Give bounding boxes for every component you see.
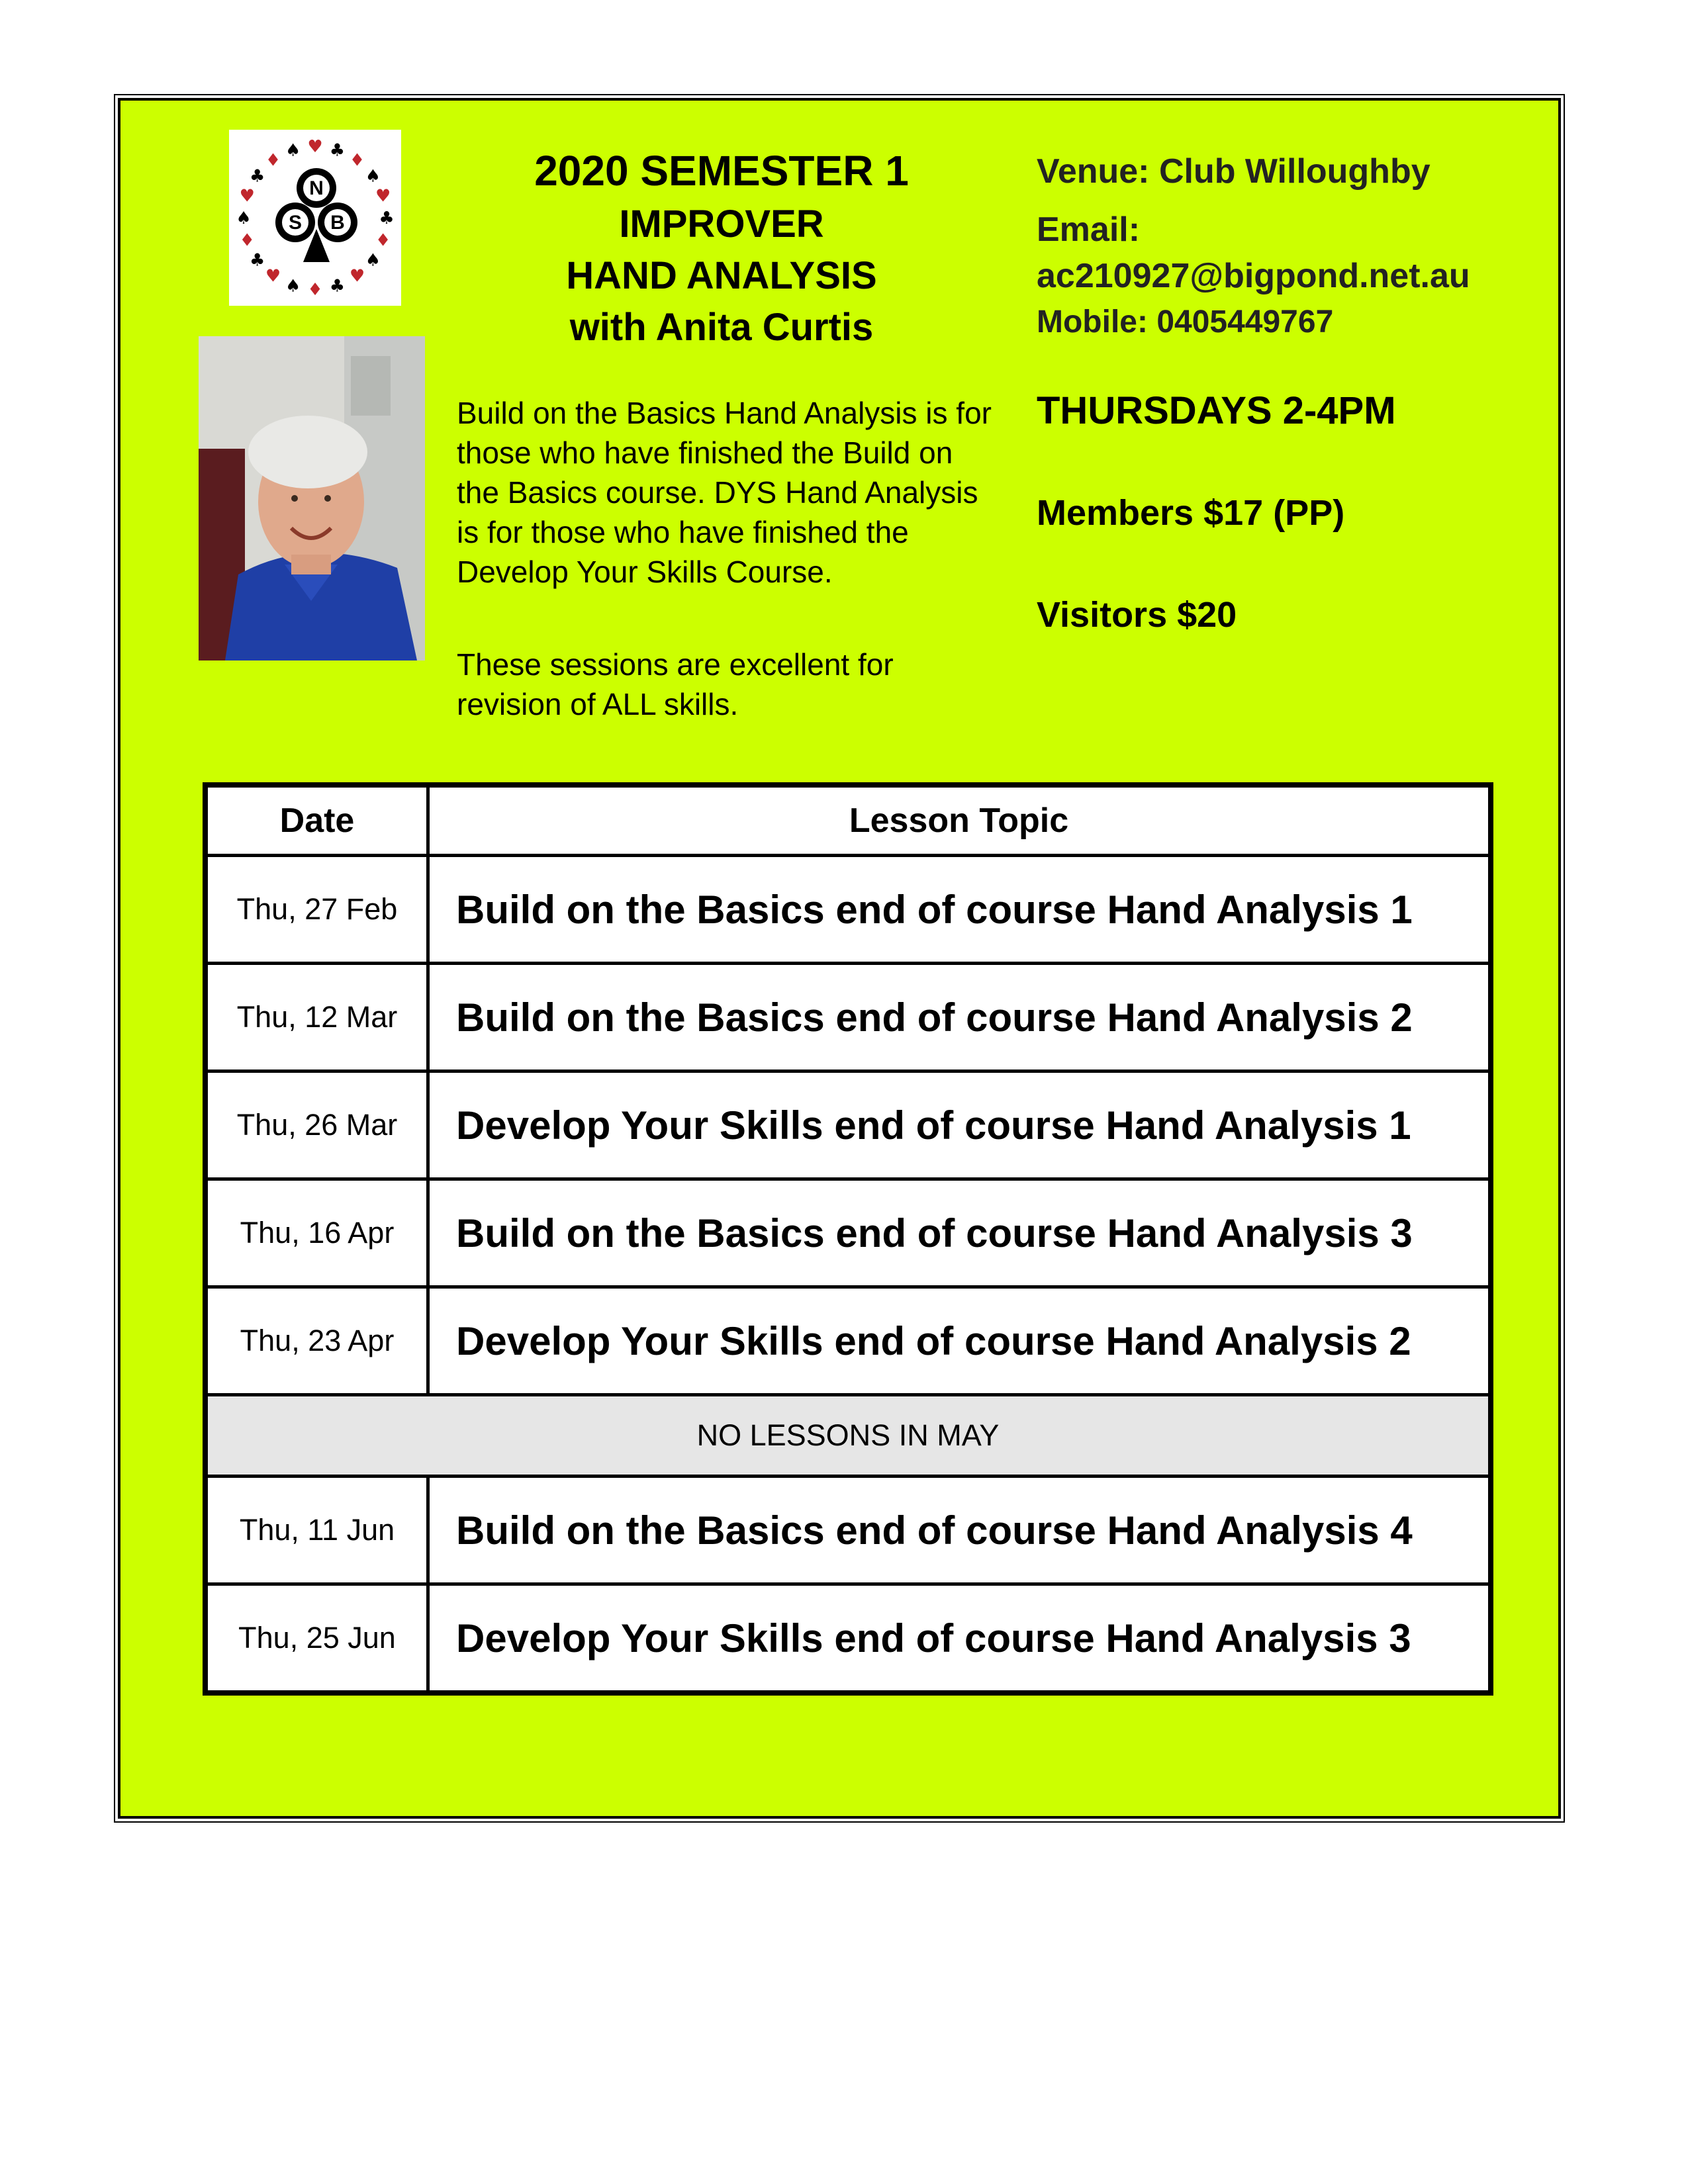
- suit-icon: ♣: [249, 166, 265, 187]
- suit-icon: ♠: [285, 140, 301, 161]
- club-logo: [229, 130, 401, 306]
- members-price: Members $17 (PP): [1037, 493, 1345, 533]
- topic-header: Lesson Topic: [428, 785, 1491, 856]
- lesson-topic: Develop Your Skills end of course Hand Analysis 1: [428, 1071, 1491, 1179]
- suit-icon: ♦: [265, 150, 281, 171]
- suit-icon: ♣: [329, 140, 346, 161]
- lesson-topic: Build on the Basics end of course Hand Analysis 2: [428, 964, 1491, 1071]
- suit-icon: ♦: [349, 150, 365, 171]
- suit-icon: ♥: [349, 266, 365, 287]
- table-row: [205, 1179, 1491, 1287]
- suit-icon: ♦: [375, 230, 391, 251]
- schedule-days: THURSDAYS 2-4PM: [1037, 389, 1396, 432]
- lesson-topic: Develop Your Skills end of course Hand Analysis 2: [428, 1287, 1491, 1395]
- semester-title: 2020 SEMESTER 1: [534, 147, 909, 195]
- lesson-date: Thu, 11 Jun: [205, 1477, 428, 1584]
- venue: Venue: Club Willoughby: [1037, 152, 1430, 191]
- mobile-number: Mobile: 0405449767: [1037, 304, 1334, 340]
- table-header-row: [205, 785, 1491, 856]
- lesson-date: Thu, 27 Feb: [205, 856, 428, 964]
- table-row: [205, 1287, 1491, 1395]
- suit-icon: ♠: [236, 208, 252, 228]
- visitors-price: Visitors $20: [1037, 595, 1237, 635]
- suit-icon: ♥: [375, 186, 391, 206]
- description-paragraph-2: These sessions are excellent for revision of ALL skills.: [457, 647, 894, 721]
- date-header: Date: [205, 785, 428, 856]
- level-title: IMPROVER: [619, 203, 824, 246]
- instructor-photo: [199, 336, 425, 660]
- lesson-date: Thu, 23 Apr: [205, 1287, 428, 1395]
- suit-icon: ♣: [249, 250, 265, 271]
- table-row: [205, 964, 1491, 1071]
- suit-icon: ♥: [239, 186, 255, 206]
- instructor-name: with Anita Curtis: [569, 306, 874, 349]
- suit-icon: ♦: [239, 230, 255, 251]
- lesson-table: [203, 782, 1493, 1696]
- course-title: [457, 143, 986, 353]
- venue-contact-info: [1037, 148, 1553, 635]
- lesson-topic: Build on the Basics end of course Hand Analysis 1: [428, 856, 1491, 964]
- email-label: Email:: [1037, 210, 1141, 249]
- lesson-date: Thu, 12 Mar: [205, 964, 428, 1071]
- no-lessons-notice: NO LESSONS IN MAY: [205, 1395, 1491, 1477]
- suit-icon: ♣: [379, 208, 395, 228]
- suit-icon: ♠: [365, 166, 381, 187]
- lesson-topic: Build on the Basics end of course Hand Analysis 3: [428, 1179, 1491, 1287]
- suit-icon: ♣: [329, 276, 346, 296]
- course-name: HAND ANALYSIS: [566, 254, 877, 297]
- lesson-date: Thu, 25 Jun: [205, 1584, 428, 1694]
- club-logo-icon: [229, 130, 401, 306]
- suit-icon: ♠: [365, 250, 381, 271]
- notice-row: [205, 1395, 1491, 1477]
- logo-letter-s: S: [288, 212, 303, 234]
- table-row: [205, 1584, 1491, 1694]
- suit-icon: ♠: [285, 276, 301, 296]
- suit-icon: ♥: [265, 266, 281, 287]
- suit-icon: ♥: [307, 137, 323, 157]
- email-address: ac210927@bigpond.net.au: [1037, 257, 1470, 295]
- logo-letter-b: B: [330, 212, 345, 234]
- suit-icon: ♦: [307, 280, 323, 300]
- lesson-date: Thu, 16 Apr: [205, 1179, 428, 1287]
- table-row: [205, 1071, 1491, 1179]
- course-description: [457, 393, 1000, 724]
- logo-letter-n: N: [309, 177, 324, 199]
- description-paragraph-1: Build on the Basics Hand Analysis is for those who have finished the Build on the Basics course. DYS Hand Analysis is for those who have finished the Develop Your Skills Course.: [457, 396, 992, 589]
- table-row: [205, 856, 1491, 964]
- lesson-date: Thu, 26 Mar: [205, 1071, 428, 1179]
- lesson-topic: Develop Your Skills end of course Hand Analysis 3: [428, 1584, 1491, 1694]
- lesson-topic: Build on the Basics end of course Hand Analysis 4: [428, 1477, 1491, 1584]
- table-row: [205, 1477, 1491, 1584]
